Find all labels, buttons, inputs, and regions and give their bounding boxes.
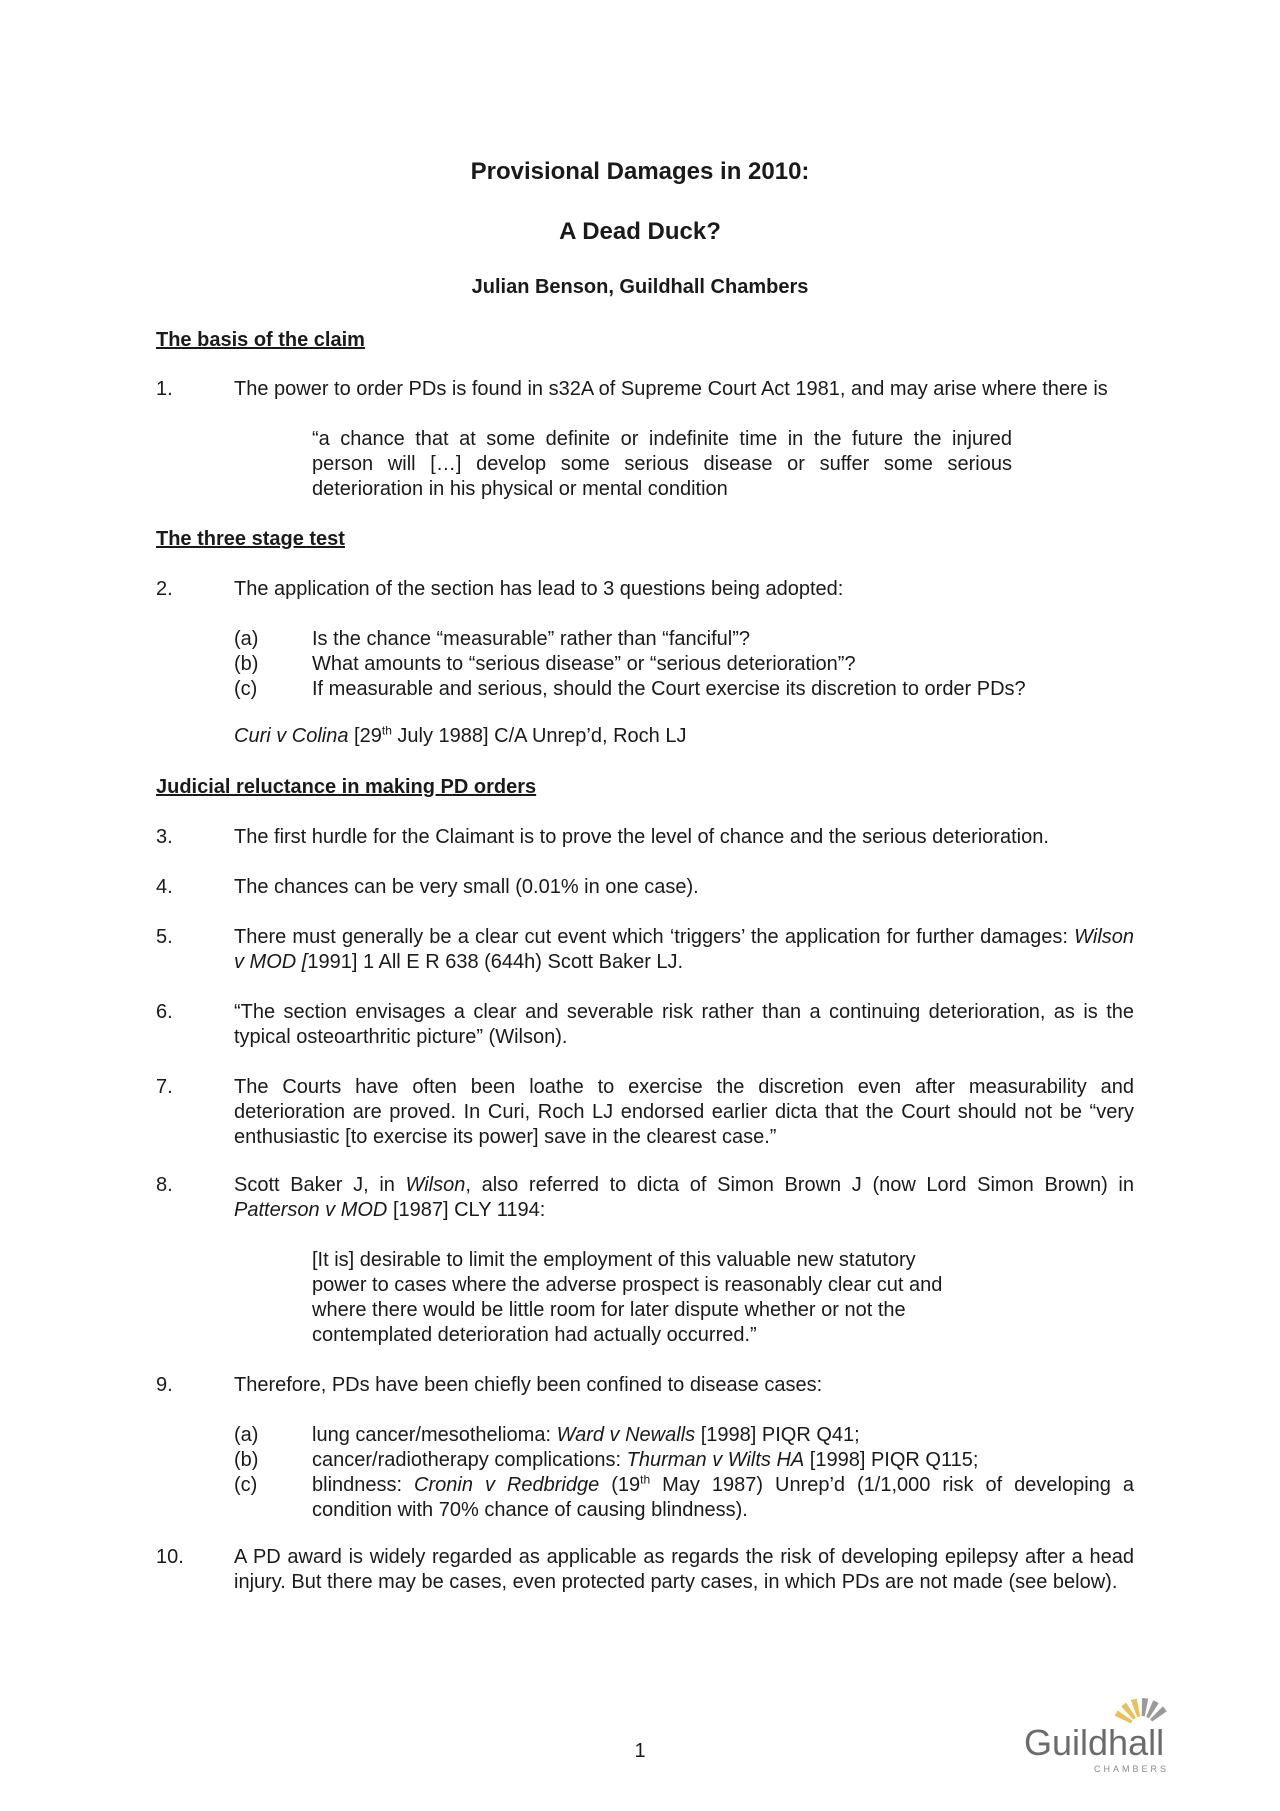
paragraph-number: 7. [156,1076,173,1098]
paragraph-number: 9. [156,1374,173,1396]
paragraph-text: The application of the section has lead to 3 questions being adopted: [234,578,844,600]
document-title: Provisional Damages in 2010: [470,158,810,185]
paragraph-number: 3. [156,826,173,848]
item-text [312,1473,1134,1523]
paragraph-9 [156,1373,1134,1398]
paragraph-number: 4. [156,876,173,898]
item-label: (b) [234,653,259,675]
text-part: , also referred to dicta of Simon Brown J (now Lord Simon Brown) in [465,1174,1135,1196]
text-part: There must generally be a clear cut event which ‘triggers’ the application for further damages: [234,926,1068,948]
list-item [234,677,1134,702]
list-item [234,627,1134,652]
text-part: [1987] CLY 1194: [387,1199,546,1221]
paragraph-2 [156,577,1134,602]
logo-wordmark: Guildhall [1024,1722,1165,1763]
section-heading-three-stage: The three stage test [156,528,345,550]
item-label: (a) [234,628,259,650]
case-name: Cronin v Redbridge [414,1474,600,1496]
item-text: If measurable and serious, should the Court exercise its discretion to order PDs? [312,678,1026,700]
list-item [234,1473,1134,1523]
case-name: Thurman v Wilts HA [626,1449,805,1471]
author-line: Julian Benson, Guildhall Chambers [471,276,809,298]
item-label: (b) [234,1449,259,1471]
paragraph-number: 2. [156,578,173,600]
superscript: th [381,723,392,738]
paragraph-8 [156,1173,1134,1223]
paragraph-text: “The section envisages a clear and severable risk rather than a continuing deterioration, as is the typical osteoarthritic picture” (Wilson). [234,1001,1134,1048]
item-text: What amounts to “serious disease” or “serious deterioration”? [312,653,856,675]
paragraph-7 [156,1075,1134,1150]
page-number: 1 [634,1740,646,1762]
list-item [234,1423,1134,1448]
paragraph-5 [156,925,1134,975]
section-heading-basis: The basis of the claim [156,329,365,351]
paragraph-text: A PD award is widely regarded as applicable as regards the risk of developing epilepsy after a head injury. But there may be cases, even protected party cases, in which PDs are not made (see below). [234,1546,1134,1593]
logo-ray [1142,1698,1149,1716]
paragraph-text: The chances can be very small (0.01% in one case). [234,876,699,898]
case-name: Curi v Colina [234,725,349,747]
text-part: lung cancer/mesothelioma: [312,1424,557,1446]
item-label: (a) [234,1424,259,1446]
paragraph-number: 5. [156,926,173,948]
list-item [234,652,1134,677]
dicta-quote: [It is] desirable to limit the employment of this valuable new statutory power to cases where the adverse prospect is reasonably clear cut and where there would be little room for later dispute whether or not the contemplated deterioration had actually occurred.” [312,1249,943,1346]
logo-subtitle: CHAMBERS [1094,1764,1170,1774]
list-item [234,1448,1134,1473]
paragraph-text: The power to order PDs is found in s32A of Supreme Court Act 1981, and may arise where there is [234,378,1108,400]
paragraph-6 [156,1000,1134,1050]
paragraph-text [234,925,1134,975]
case-name: Wilson [405,1174,466,1196]
citation-part: July 1988] C/A Unrep’d, Roch LJ [391,725,687,747]
superscript: th [640,1472,651,1487]
text-part: Scott Baker J, in [234,1174,406,1196]
text-part: cancer/radiotherapy complications: [312,1449,627,1471]
text-part: 1991] 1 All E R 638 (644h) Scott Baker LJ. [307,951,684,973]
paragraph-number: 1. [156,378,173,400]
document-subtitle: A Dead Duck? [559,218,721,245]
item-text [312,1448,1134,1473]
disease-case-list [234,1423,1134,1523]
case-name: Patterson v MOD [234,1199,388,1221]
paragraph-3 [156,825,1134,850]
paragraph-text: The first hurdle for the Claimant is to prove the level of chance and the serious deterioration. [234,826,1049,848]
paragraph-text: Therefore, PDs have been chiefly been confined to disease cases: [234,1374,823,1396]
paragraph-text [234,1173,1134,1223]
text-part: [1998] PIQR Q115; [804,1449,979,1471]
paragraph-10 [156,1545,1134,1595]
case-name: Wilson v MOD [ [234,926,1135,973]
text-part: [1998] PIQR Q41; [695,1424,860,1446]
paragraph-number: 6. [156,1001,173,1023]
question-list [234,627,1134,702]
text-part: May 1987) Unrep’d (1/1,000 risk of developing a condition with 70% chance of causing blindness). [312,1474,1134,1521]
section-heading-reluctance: Judicial reluctance in making PD orders [156,776,537,798]
item-text: Is the chance “measurable” rather than “fanciful”? [312,628,750,650]
paragraph-number: 8. [156,1174,173,1196]
paragraph-4 [156,875,1134,900]
statute-quote: “a chance that at some definite or indefinite time in the future the injured person will […] develop some serious disease or suffer some serious deterioration in his physical or mental condition [312,428,1012,500]
paragraph-text: The Courts have often been loathe to exercise the discretion even after measurability and deterioration are proved. In Curi, Roch LJ endorsed earlier dicta that the Court should not be “very enthusiastic [to exercise its power] save in the clearest case.” [234,1076,1134,1148]
paragraph-1 [156,377,1134,402]
item-text [312,1423,1134,1448]
text-part: blindness: [312,1474,415,1496]
item-label: (c) [234,678,258,700]
guildhall-chambers-logo [1024,1692,1194,1774]
case-name: Ward v Newalls [556,1424,696,1446]
item-label: (c) [234,1474,258,1496]
case-citation [234,725,686,748]
citation-part: [29 [354,725,382,747]
paragraph-number: 10. [156,1546,184,1568]
text-part: (19 [599,1474,641,1496]
